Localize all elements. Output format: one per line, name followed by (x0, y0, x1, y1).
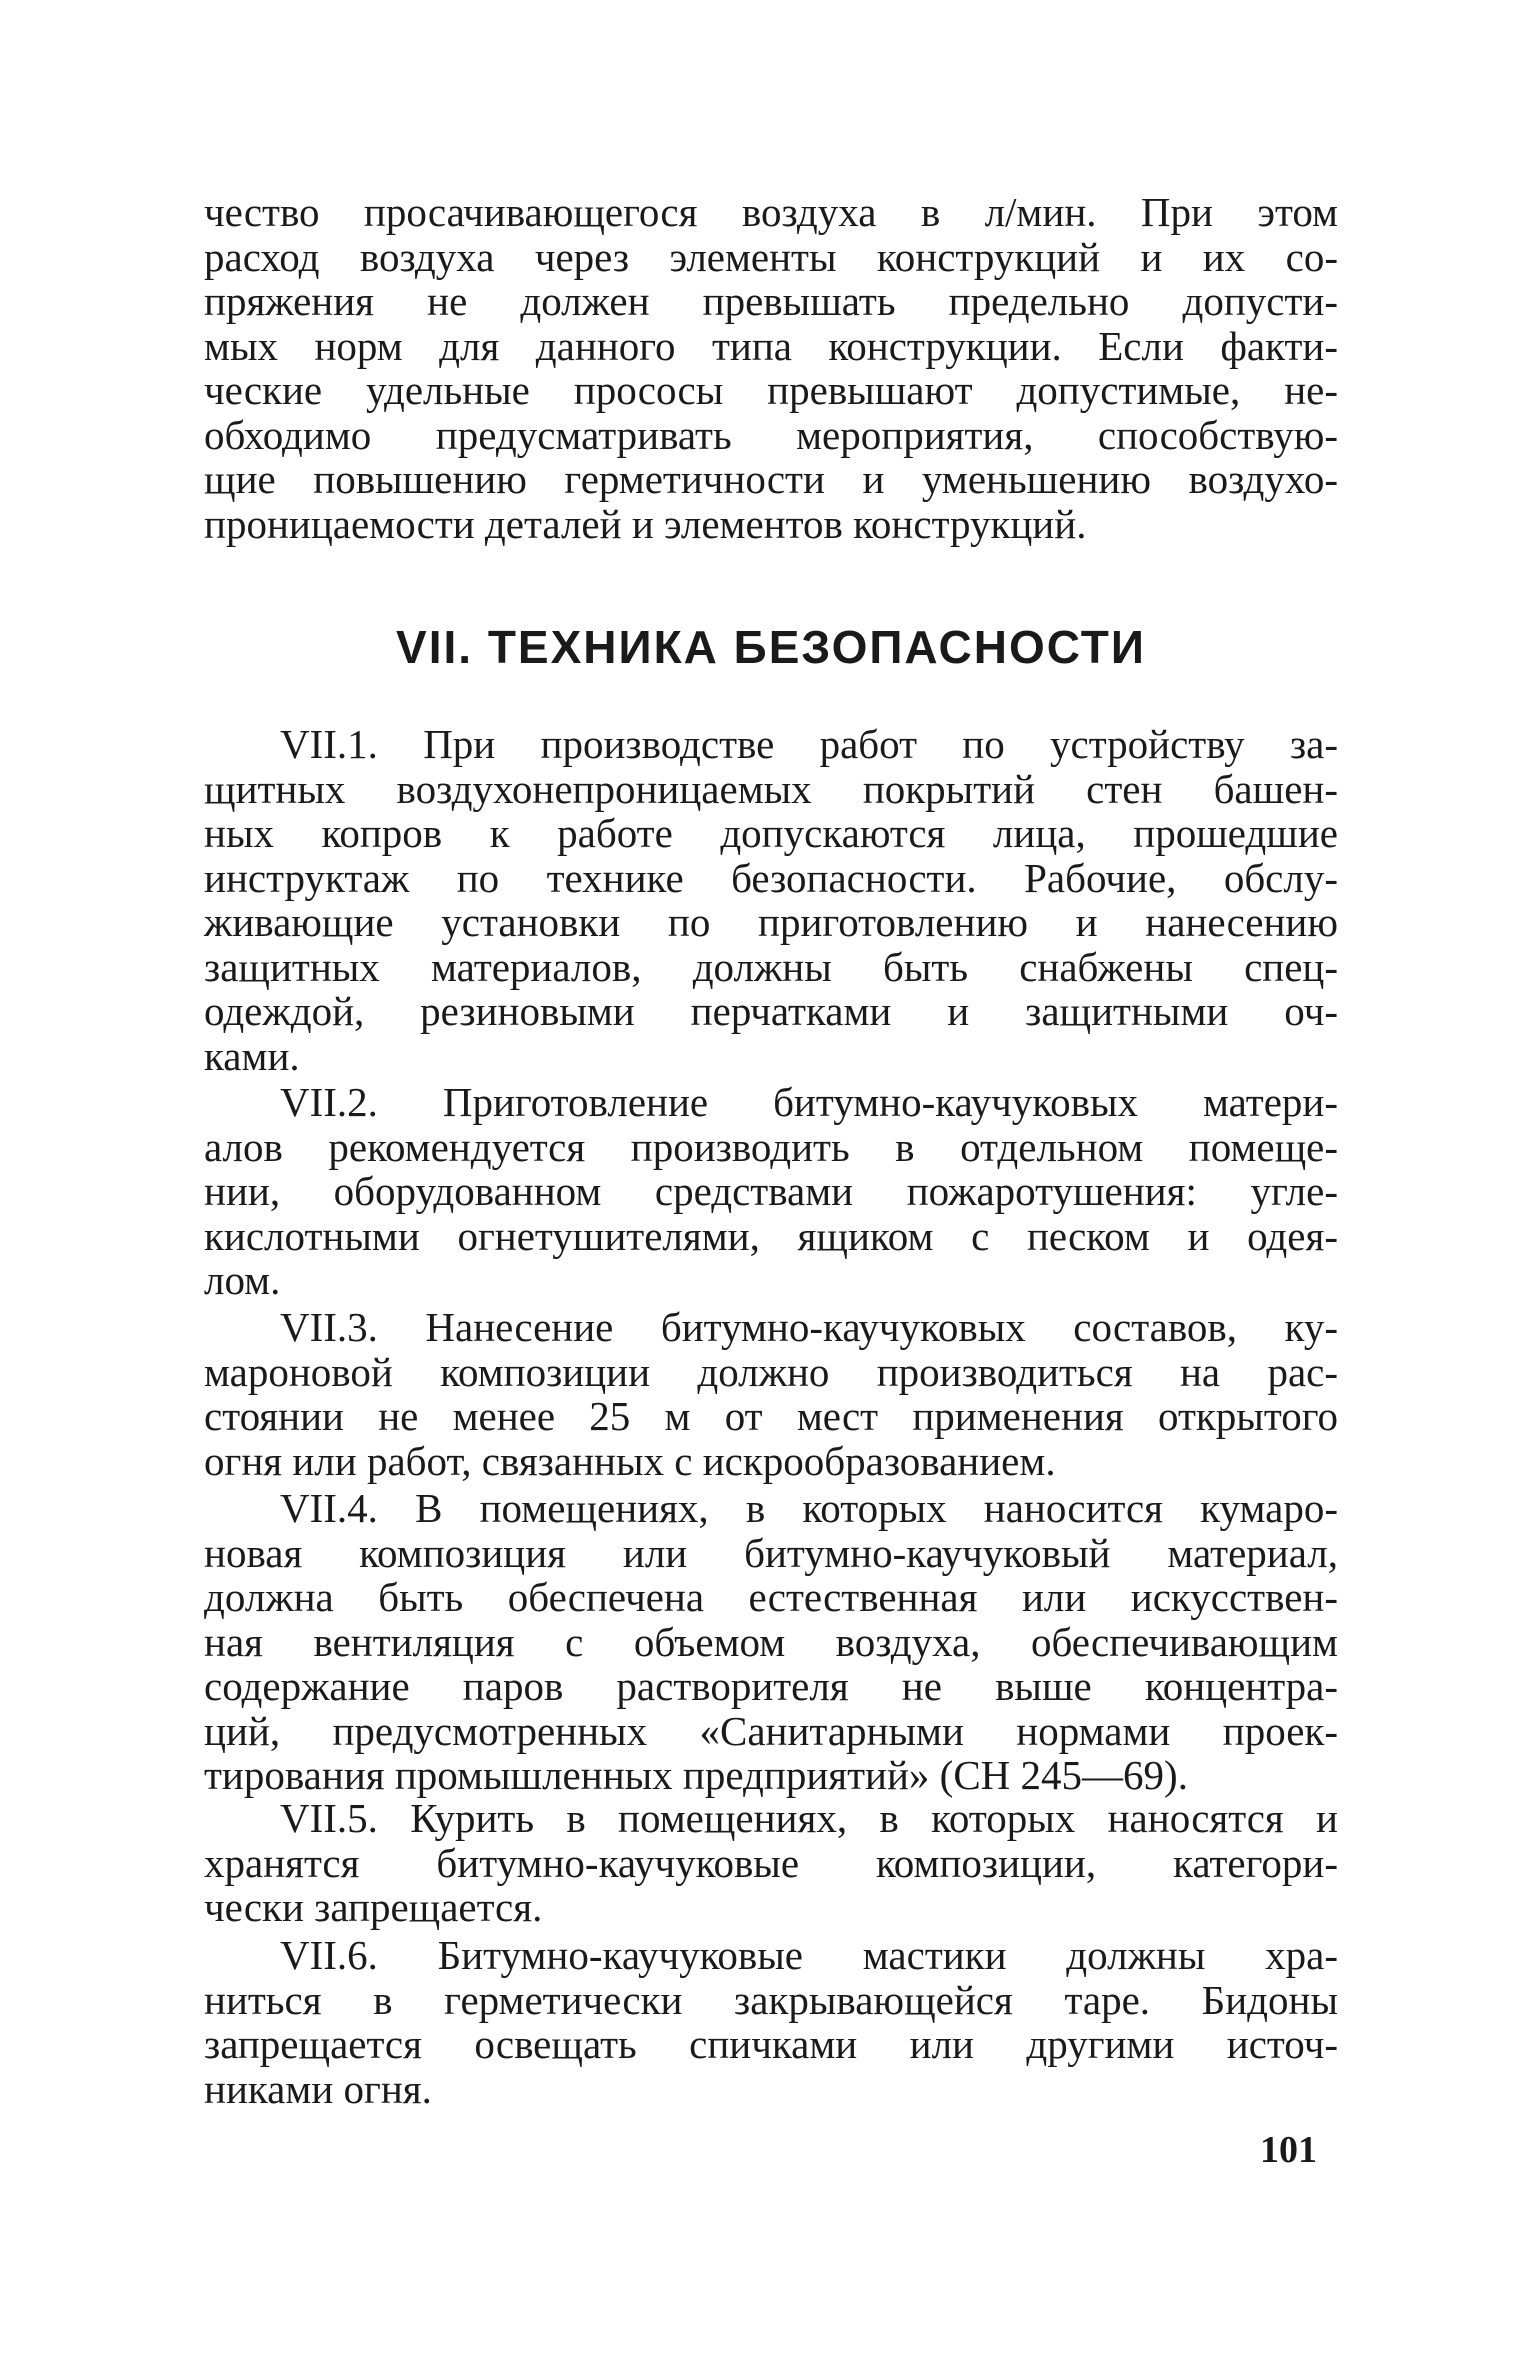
text-line: пряжения не должен превышать предельно допусти- (204, 278, 1338, 324)
text-line: ций, предусмотренных «Санитарными нормами проек- (204, 1707, 1338, 1754)
paragraph-text (204, 190, 1338, 546)
text-line: алов рекомендуется производить в отдельном помеще- (204, 1123, 1338, 1170)
section-paragraph-vii-1 (204, 722, 1338, 1078)
text-line: кислотными огнетушителями, ящиком с песком и одея- (204, 1212, 1338, 1259)
paragraph-text (204, 1080, 1338, 1303)
page-number: 101 (1260, 2129, 1317, 2171)
text-line: расход воздуха через элементы конструкций и их со- (204, 233, 1338, 280)
section-paragraph-vii-2 (204, 1080, 1338, 1303)
text-line: живающие установки по приготовлению и нанесению (204, 899, 1338, 945)
text-line: защитных материалов, должны быть снабжены спец- (204, 943, 1338, 990)
text-line: обходимо предусматривать мероприятия, способствую- (204, 411, 1338, 458)
text-line: хранятся битумно-каучуковые композиции, категори- (204, 1839, 1338, 1886)
text-line: VII.6. Битумно-каучуковые мастики должны хра- (280, 1932, 1338, 1978)
text-line: мых норм для данного типа конструкции. Если факти- (204, 322, 1338, 369)
text-line: VII.5. Курить в помещениях, в которых наносятся и (280, 1795, 1338, 1841)
text-line: новая композиция или битумно-каучуковый материал, (204, 1529, 1338, 1576)
text-line: VII.1. При производстве работ по устройству за- (280, 721, 1338, 767)
intro-paragraph (204, 190, 1338, 546)
text-line: инструктаж по технике безопасности. Рабочие, обслу- (204, 854, 1338, 901)
text-line: одеждой, резиновыми перчатками и защитными оч- (204, 988, 1338, 1034)
text-line: содержание паров растворителя не выше концентра- (204, 1663, 1338, 1709)
paragraph-text (204, 1796, 1338, 1930)
text-line: должна быть обеспечена естественная или искусствен- (204, 1574, 1338, 1620)
text-line: лом. (204, 1257, 281, 1303)
paragraph-text (204, 722, 1338, 1078)
text-line: огня или работ, связанных с искрообразованием. (204, 1437, 1056, 1484)
text-line: проницаемости деталей и элементов конструкций. (204, 500, 1087, 547)
text-line: мароновой композиции должно производиться на рас- (204, 1348, 1338, 1395)
text-line: ческие удельные прососы превышают допустимые, не- (204, 367, 1338, 413)
text-line: тирования промышленных предприятий» (СН 245—69). (204, 1752, 1188, 1798)
section-heading: VII. ТЕХНИКА БЕЗОПАСНОСТИ (396, 621, 1146, 673)
paragraph-text (204, 1933, 1338, 2111)
text-line: ных копров к работе допускаются лица, прошедшие (204, 810, 1338, 856)
text-line: ная вентиляция с объемом воздуха, обеспечивающим (204, 1618, 1338, 1665)
text-line: чески запрещается. (204, 1884, 543, 1930)
text-line: VII.3. Нанесение битумно-каучуковых составов, ку- (280, 1304, 1338, 1350)
text-line: VII.4. В помещениях, в которых наносится кумаро- (280, 1485, 1338, 1531)
section-paragraph-vii-5 (204, 1796, 1338, 1930)
text-line: чество просачивающегося воздуха в л/мин. При этом (204, 189, 1338, 235)
section-paragraph-vii-6 (204, 1933, 1338, 2111)
section-paragraph-vii-4 (204, 1486, 1338, 1798)
section-paragraph-vii-3 (204, 1305, 1338, 1483)
text-line: запрещается освещать спичками или другими источ- (204, 2021, 1338, 2067)
text-line: VII.2. Приготовление битумно-каучуковых матери- (280, 1079, 1338, 1125)
paragraph-text (204, 1486, 1338, 1798)
text-line: нии, оборудованном средствами пожаротушения: угле- (204, 1168, 1338, 1214)
text-line: стоянии не менее 25 м от мест применения открытого (204, 1393, 1338, 1439)
text-line: ниться в герметически закрывающейся таре. Бидоны (204, 1976, 1338, 2023)
text-line: никами огня. (204, 2065, 432, 2112)
paragraph-text (204, 1305, 1338, 1483)
text-line: щие повышению герметичности и уменьшению воздухо- (204, 456, 1338, 502)
text-line: щитных воздухонепроницаемых покрытий стен башен- (204, 765, 1338, 812)
text-line: ками. (204, 1032, 300, 1079)
